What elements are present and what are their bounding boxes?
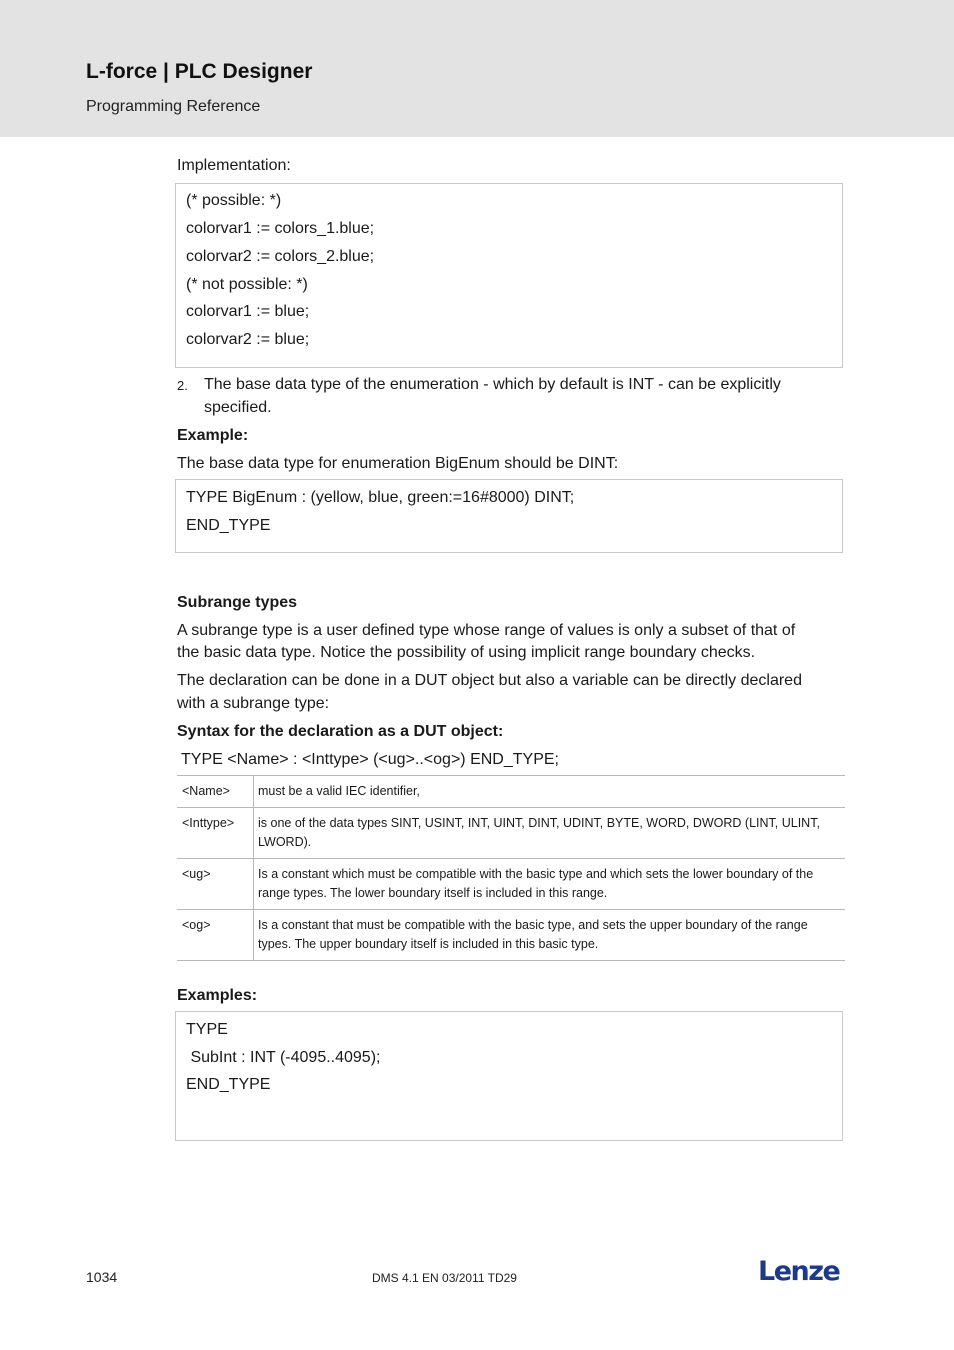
examples-label: Examples: — [177, 987, 258, 1004]
examples-code-box — [175, 1011, 843, 1141]
code-line: END_TYPE — [186, 517, 271, 534]
table-desc: Is a constant which must be compatible with the basic type and which sets the lower boundary of the range types. The lower boundary itself is included in this range. — [254, 859, 846, 910]
table-row — [177, 776, 845, 808]
example-label: Example: — [177, 427, 249, 444]
code-line: (* possible: *) — [186, 192, 282, 209]
subrange-para1-line1: A subrange type is a user defined type whose range of values is only a subset of that of — [177, 622, 796, 639]
table-desc: is one of the data types SINT, USINT, INT, UINT, DINT, UDINT, BYTE, WORD, DWORD (LINT, ULINT, LWORD). — [254, 808, 846, 859]
syntax-label: Syntax for the declaration as a DUT object: — [177, 723, 504, 740]
table-key: <Inttype> — [177, 808, 254, 859]
code-line: colorvar2 := blue; — [186, 331, 310, 348]
implementation-label: Implementation: — [177, 157, 291, 174]
table-desc: must be a valid IEC identifier, — [254, 776, 846, 808]
code-line: TYPE — [186, 1021, 228, 1038]
table-desc: Is a constant that must be compatible with the basic type, and sets the upper boundary of the range types. The upper boundary itself is included in this basic type. — [254, 910, 846, 961]
subrange-para2-line1: The declaration can be done in a DUT object but also a variable can be directly declared — [177, 672, 802, 689]
table-key: <ug> — [177, 859, 254, 910]
table-row — [177, 808, 845, 859]
list-item-text-line1: The base data type of the enumeration - which by default is INT - can be explicitly — [204, 376, 781, 393]
code-line: (* not possible: *) — [186, 276, 308, 293]
code-line: colorvar2 := colors_2.blue; — [186, 248, 375, 265]
code-line: colorvar1 := blue; — [186, 303, 310, 320]
document-title: L-force | PLC Designer — [86, 60, 313, 83]
page-number: 1034 — [86, 1269, 118, 1285]
code-line: SubInt : INT (-4095..4095); — [186, 1049, 381, 1066]
table-row — [177, 859, 845, 910]
document-subtitle: Programming Reference — [86, 98, 261, 115]
table-row — [177, 910, 845, 961]
lenze-logo: Lenze — [758, 1256, 840, 1287]
table-key: <og> — [177, 910, 254, 961]
page-header — [0, 0, 954, 137]
list-item-number: 2. — [177, 378, 188, 393]
code-line: colorvar1 := colors_1.blue; — [186, 220, 375, 237]
code-line: END_TYPE — [186, 1076, 271, 1093]
code-line: TYPE BigEnum : (yellow, blue, green:=16#8000) DINT; — [186, 489, 575, 506]
document-id: DMS 4.1 EN 03/2011 TD29 — [372, 1271, 517, 1285]
subrange-para2-line2: with a subrange type: — [177, 695, 330, 712]
subrange-heading: Subrange types — [177, 594, 298, 611]
table-key: <Name> — [177, 776, 254, 808]
subrange-para1-line2: the basic data type. Notice the possibility of using implicit range boundary checks. — [177, 644, 756, 661]
list-item-text-line2: specified. — [204, 399, 272, 416]
syntax-table — [177, 775, 845, 961]
syntax-line: TYPE <Name> : <Inttype> (<ug>..<og>) END_TYPE; — [181, 751, 559, 768]
example-text: The base data type for enumeration BigEnum should be DINT: — [177, 455, 619, 472]
